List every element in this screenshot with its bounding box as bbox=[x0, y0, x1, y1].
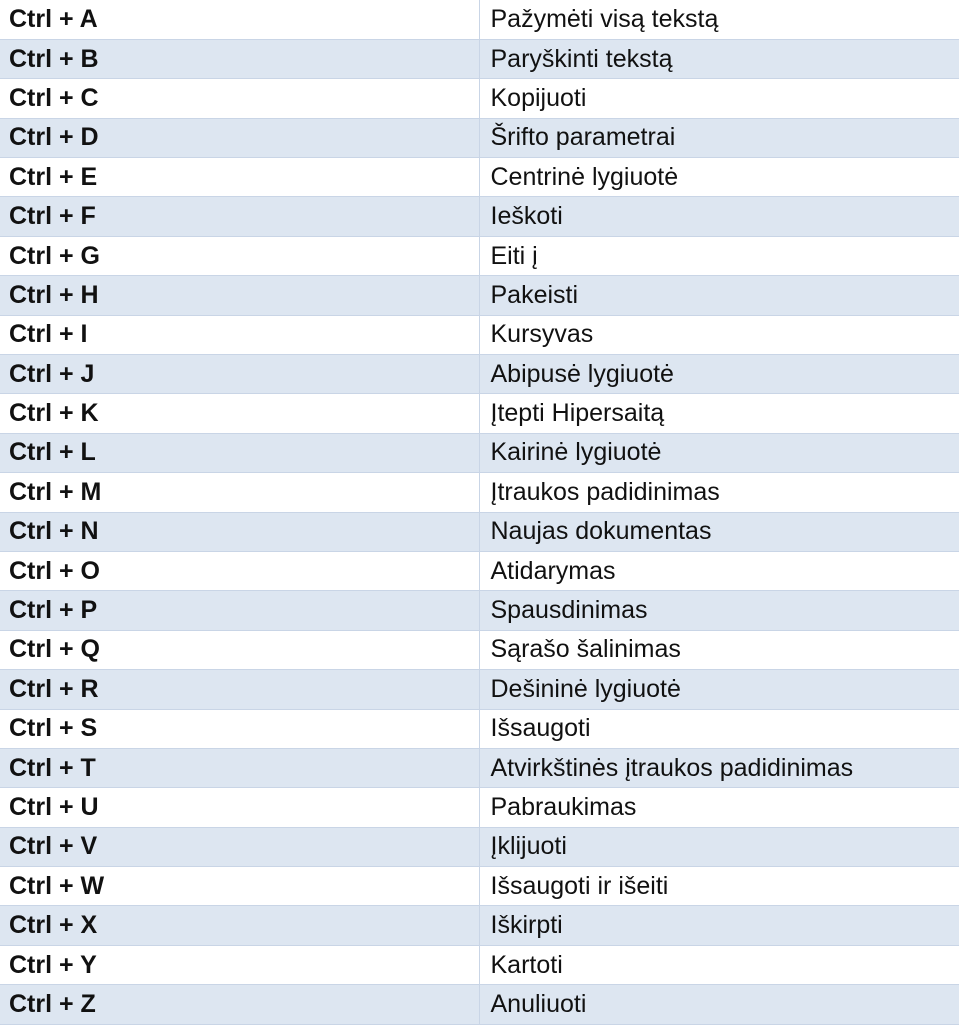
table-row bbox=[0, 670, 959, 709]
table-row bbox=[0, 551, 959, 590]
table-row bbox=[0, 827, 959, 866]
shortcut-action: Kartoti bbox=[479, 945, 959, 984]
shortcut-key: Ctrl + V bbox=[0, 827, 479, 866]
shortcut-action: Centrinė lygiuotė bbox=[479, 158, 959, 197]
shortcut-action: Iškirpti bbox=[479, 906, 959, 945]
table-row bbox=[0, 591, 959, 630]
table-row bbox=[0, 236, 959, 275]
table-row bbox=[0, 394, 959, 433]
shortcut-key: Ctrl + R bbox=[0, 670, 479, 709]
shortcut-action: Įtraukos padidinimas bbox=[479, 473, 959, 512]
shortcut-action: Atvirkštinės įtraukos padidinimas bbox=[479, 748, 959, 787]
shortcut-key: Ctrl + Z bbox=[0, 985, 479, 1024]
shortcut-key: Ctrl + U bbox=[0, 788, 479, 827]
shortcut-action: Šrifto parametrai bbox=[479, 118, 959, 157]
table-row bbox=[0, 985, 959, 1024]
table-row bbox=[0, 79, 959, 118]
shortcut-action: Atidarymas bbox=[479, 551, 959, 590]
shortcut-key: Ctrl + E bbox=[0, 158, 479, 197]
shortcut-action: Spausdinimas bbox=[479, 591, 959, 630]
shortcut-key: Ctrl + F bbox=[0, 197, 479, 236]
shortcut-action: Kairinė lygiuotė bbox=[479, 433, 959, 472]
table-row bbox=[0, 0, 959, 39]
shortcut-key: Ctrl + O bbox=[0, 551, 479, 590]
shortcut-action: Kursyvas bbox=[479, 315, 959, 354]
shortcut-key: Ctrl + J bbox=[0, 355, 479, 394]
shortcut-key: Ctrl + C bbox=[0, 79, 479, 118]
shortcut-action: Išsaugoti bbox=[479, 709, 959, 748]
shortcut-key: Ctrl + H bbox=[0, 276, 479, 315]
shortcut-action: Anuliuoti bbox=[479, 985, 959, 1024]
shortcut-action: Pakeisti bbox=[479, 276, 959, 315]
shortcut-key: Ctrl + B bbox=[0, 39, 479, 78]
shortcut-action: Pažymėti visą tekstą bbox=[479, 0, 959, 39]
shortcut-key: Ctrl + Q bbox=[0, 630, 479, 669]
shortcut-action: Sąrašo šalinimas bbox=[479, 630, 959, 669]
shortcut-key: Ctrl + N bbox=[0, 512, 479, 551]
table-row bbox=[0, 512, 959, 551]
shortcut-key: Ctrl + S bbox=[0, 709, 479, 748]
shortcut-key: Ctrl + I bbox=[0, 315, 479, 354]
shortcut-action: Pabraukimas bbox=[479, 788, 959, 827]
shortcut-key: Ctrl + D bbox=[0, 118, 479, 157]
table-row bbox=[0, 709, 959, 748]
table-row bbox=[0, 748, 959, 787]
shortcut-action: Eiti į bbox=[479, 236, 959, 275]
shortcut-action: Kopijuoti bbox=[479, 79, 959, 118]
shortcut-key: Ctrl + G bbox=[0, 236, 479, 275]
table-row bbox=[0, 39, 959, 78]
shortcut-action: Išsaugoti ir išeiti bbox=[479, 867, 959, 906]
shortcut-action: Ieškoti bbox=[479, 197, 959, 236]
table-row bbox=[0, 158, 959, 197]
shortcut-key: Ctrl + A bbox=[0, 0, 479, 39]
shortcut-action: Paryškinti tekstą bbox=[479, 39, 959, 78]
shortcut-action: Dešininė lygiuotė bbox=[479, 670, 959, 709]
shortcut-key: Ctrl + P bbox=[0, 591, 479, 630]
table-row bbox=[0, 788, 959, 827]
shortcut-key: Ctrl + X bbox=[0, 906, 479, 945]
table-row bbox=[0, 197, 959, 236]
shortcut-action: Įklijuoti bbox=[479, 827, 959, 866]
shortcut-key: Ctrl + K bbox=[0, 394, 479, 433]
shortcut-key: Ctrl + Y bbox=[0, 945, 479, 984]
shortcut-key: Ctrl + M bbox=[0, 473, 479, 512]
shortcut-key: Ctrl + W bbox=[0, 867, 479, 906]
table-row bbox=[0, 945, 959, 984]
shortcut-action: Įtepti Hipersaitą bbox=[479, 394, 959, 433]
shortcut-action: Naujas dokumentas bbox=[479, 512, 959, 551]
shortcut-action: Abipusė lygiuotė bbox=[479, 355, 959, 394]
table-row bbox=[0, 276, 959, 315]
table-row bbox=[0, 630, 959, 669]
table-row bbox=[0, 867, 959, 906]
table-row bbox=[0, 315, 959, 354]
table-row bbox=[0, 473, 959, 512]
shortcut-key: Ctrl + T bbox=[0, 748, 479, 787]
table-row bbox=[0, 433, 959, 472]
table-row bbox=[0, 118, 959, 157]
table-row bbox=[0, 906, 959, 945]
table-row bbox=[0, 355, 959, 394]
shortcut-key: Ctrl + L bbox=[0, 433, 479, 472]
